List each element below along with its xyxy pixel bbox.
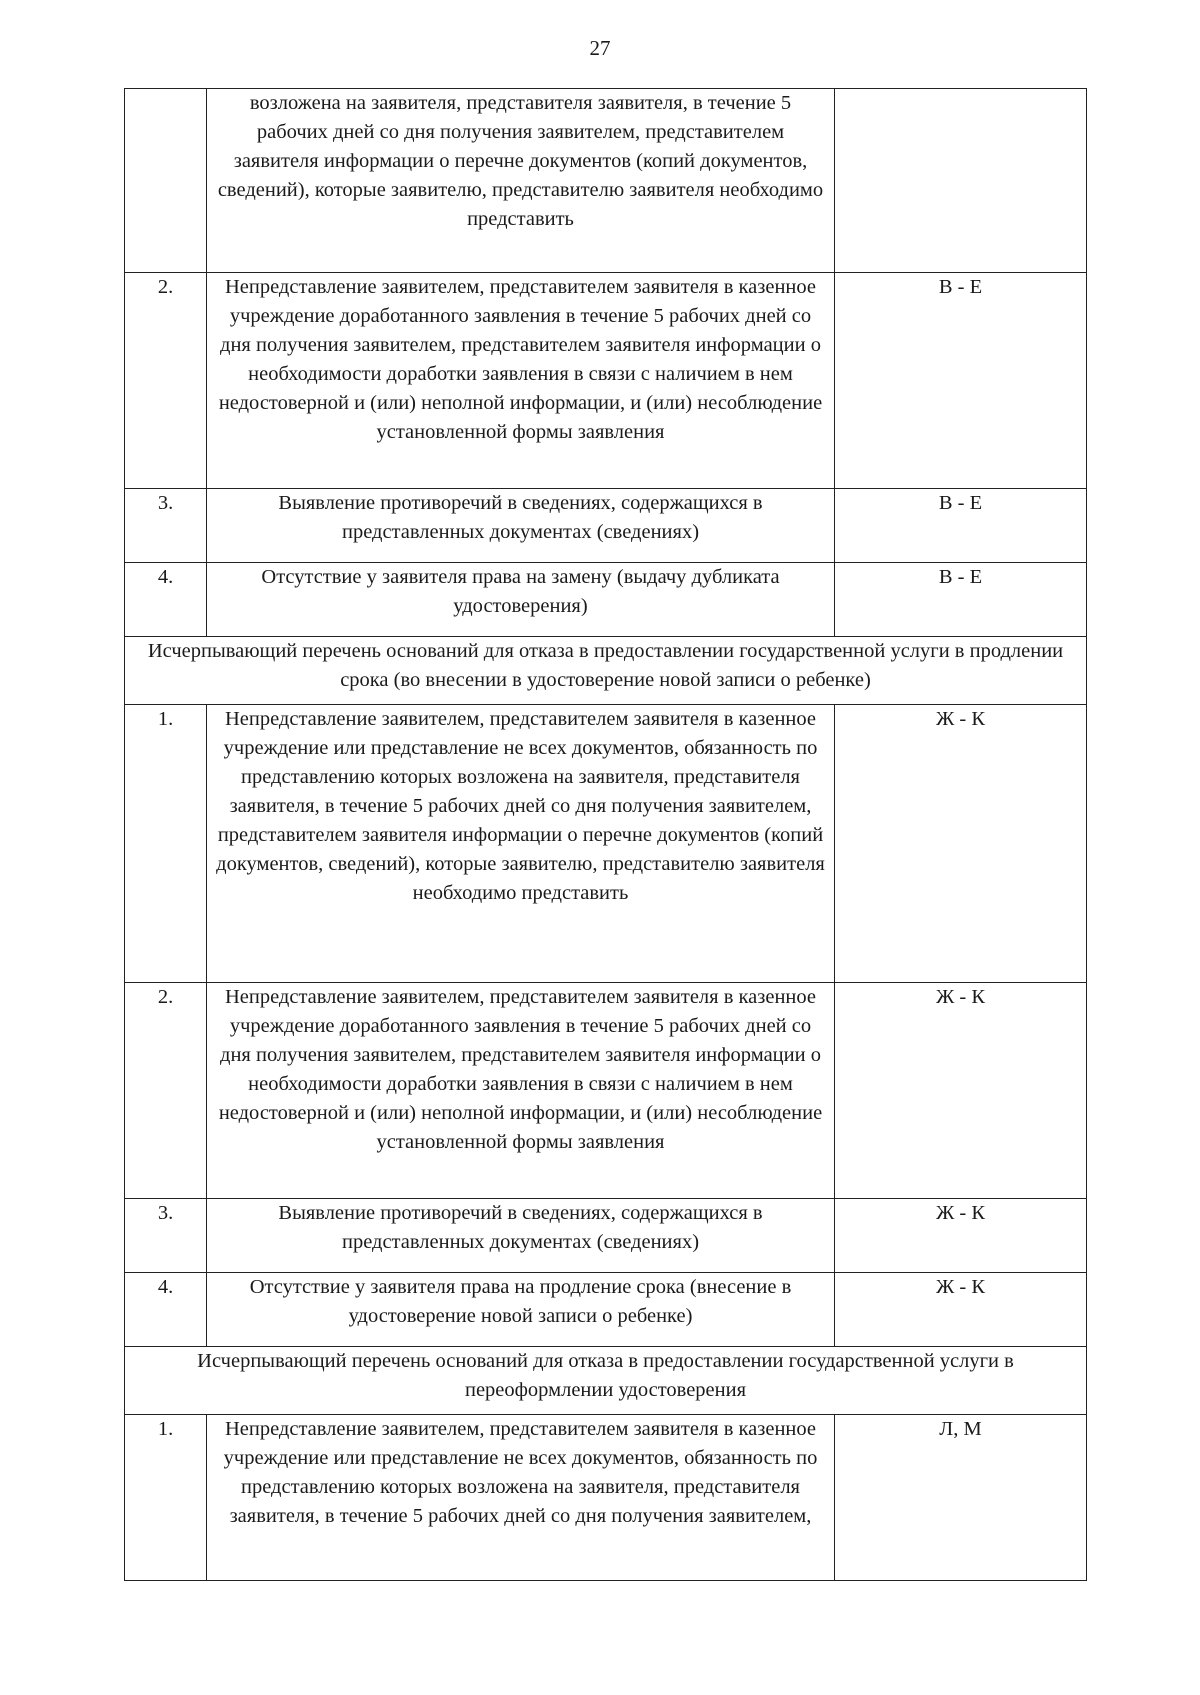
row-code: В - Е <box>835 273 1087 489</box>
row-text: Непредставление заявителем, представителем заявителя в казенное учреждение или представление не всех документов, обязанность по представлению которых возложена на заявителя, представителя заявителя, в течение 5 рабочих дней со дня получения заявителем, представителем заявителя информации о перечне документов (копий документов, сведений), которые заявителю, представителю заявителя необходимо представить <box>207 705 835 983</box>
row-text: Выявление противоречий в сведениях, содержащихся в представленных документах (сведениях) <box>207 1199 835 1273</box>
page-number: 27 <box>589 36 611 60</box>
row-text: Непредставление заявителем, представителем заявителя в казенное учреждение доработанного заявления в течение 5 рабочих дней со дня получения заявителем, представителем заявителя информации о необходимости доработки заявления в связи с наличием в нем недостоверной и (или) неполной информации, и (или) несоблюдение установленной формы заявления <box>207 983 835 1199</box>
row-code: Ж - К <box>835 1199 1087 1273</box>
section-heading-extension: Исчерпывающий перечень оснований для отказа в предоставлении государственной услуги в продлении срока (во внесении в удостоверение новой записи о ребенке) <box>125 637 1087 705</box>
row-text: Отсутствие у заявителя права на продление срока (внесение в удостоверение новой записи о ребенке) <box>207 1273 835 1347</box>
row-number: 3. <box>125 1199 207 1273</box>
row-number <box>125 89 207 273</box>
row-code <box>835 89 1087 273</box>
table-row <box>125 563 1087 637</box>
row-number: 4. <box>125 563 207 637</box>
table-row <box>125 1415 1087 1581</box>
table-row <box>125 1273 1087 1347</box>
row-code: В - Е <box>835 489 1087 563</box>
row-code: Ж - К <box>835 983 1087 1199</box>
row-number: 4. <box>125 1273 207 1347</box>
refusal-grounds-table <box>124 88 1087 1581</box>
row-number: 2. <box>125 273 207 489</box>
row-number: 2. <box>125 983 207 1199</box>
row-code: Ж - К <box>835 705 1087 983</box>
table-row <box>125 1199 1087 1273</box>
row-number: 1. <box>125 705 207 983</box>
table-row <box>125 983 1087 1199</box>
section-heading-row <box>125 637 1087 705</box>
row-text: возложена на заявителя, представителя заявителя, в течение 5 рабочих дней со дня получения заявителем, представителем заявителя информации о перечне документов (копий документов, сведений), которые заявителю, представителю заявителя необходимо представить <box>207 89 835 273</box>
section-heading-row <box>125 1347 1087 1415</box>
table-row <box>125 273 1087 489</box>
table-row <box>125 705 1087 983</box>
table-row <box>125 89 1087 273</box>
row-text: Выявление противоречий в сведениях, содержащихся в представленных документах (сведениях) <box>207 489 835 563</box>
row-number: 1. <box>125 1415 207 1581</box>
table-row <box>125 489 1087 563</box>
row-text: Непредставление заявителем, представителем заявителя в казенное учреждение или представление не всех документов, обязанность по представлению которых возложена на заявителя, представителя заявителя, в течение 5 рабочих дней со дня получения заявителем, <box>207 1415 835 1581</box>
row-text: Непредставление заявителем, представителем заявителя в казенное учреждение доработанного заявления в течение 5 рабочих дней со дня получения заявителем, представителем заявителя информации о необходимости доработки заявления в связи с наличием в нем недостоверной и (или) неполной информации, и (или) несоблюдение установленной формы заявления <box>207 273 835 489</box>
row-code: Л, М <box>835 1415 1087 1581</box>
row-code: В - Е <box>835 563 1087 637</box>
row-code: Ж - К <box>835 1273 1087 1347</box>
section-heading-reissue: Исчерпывающий перечень оснований для отказа в предоставлении государственной услуги в переоформлении удостоверения <box>125 1347 1087 1415</box>
row-text: Отсутствие у заявителя права на замену (выдачу дубликата удостоверения) <box>207 563 835 637</box>
row-number: 3. <box>125 489 207 563</box>
